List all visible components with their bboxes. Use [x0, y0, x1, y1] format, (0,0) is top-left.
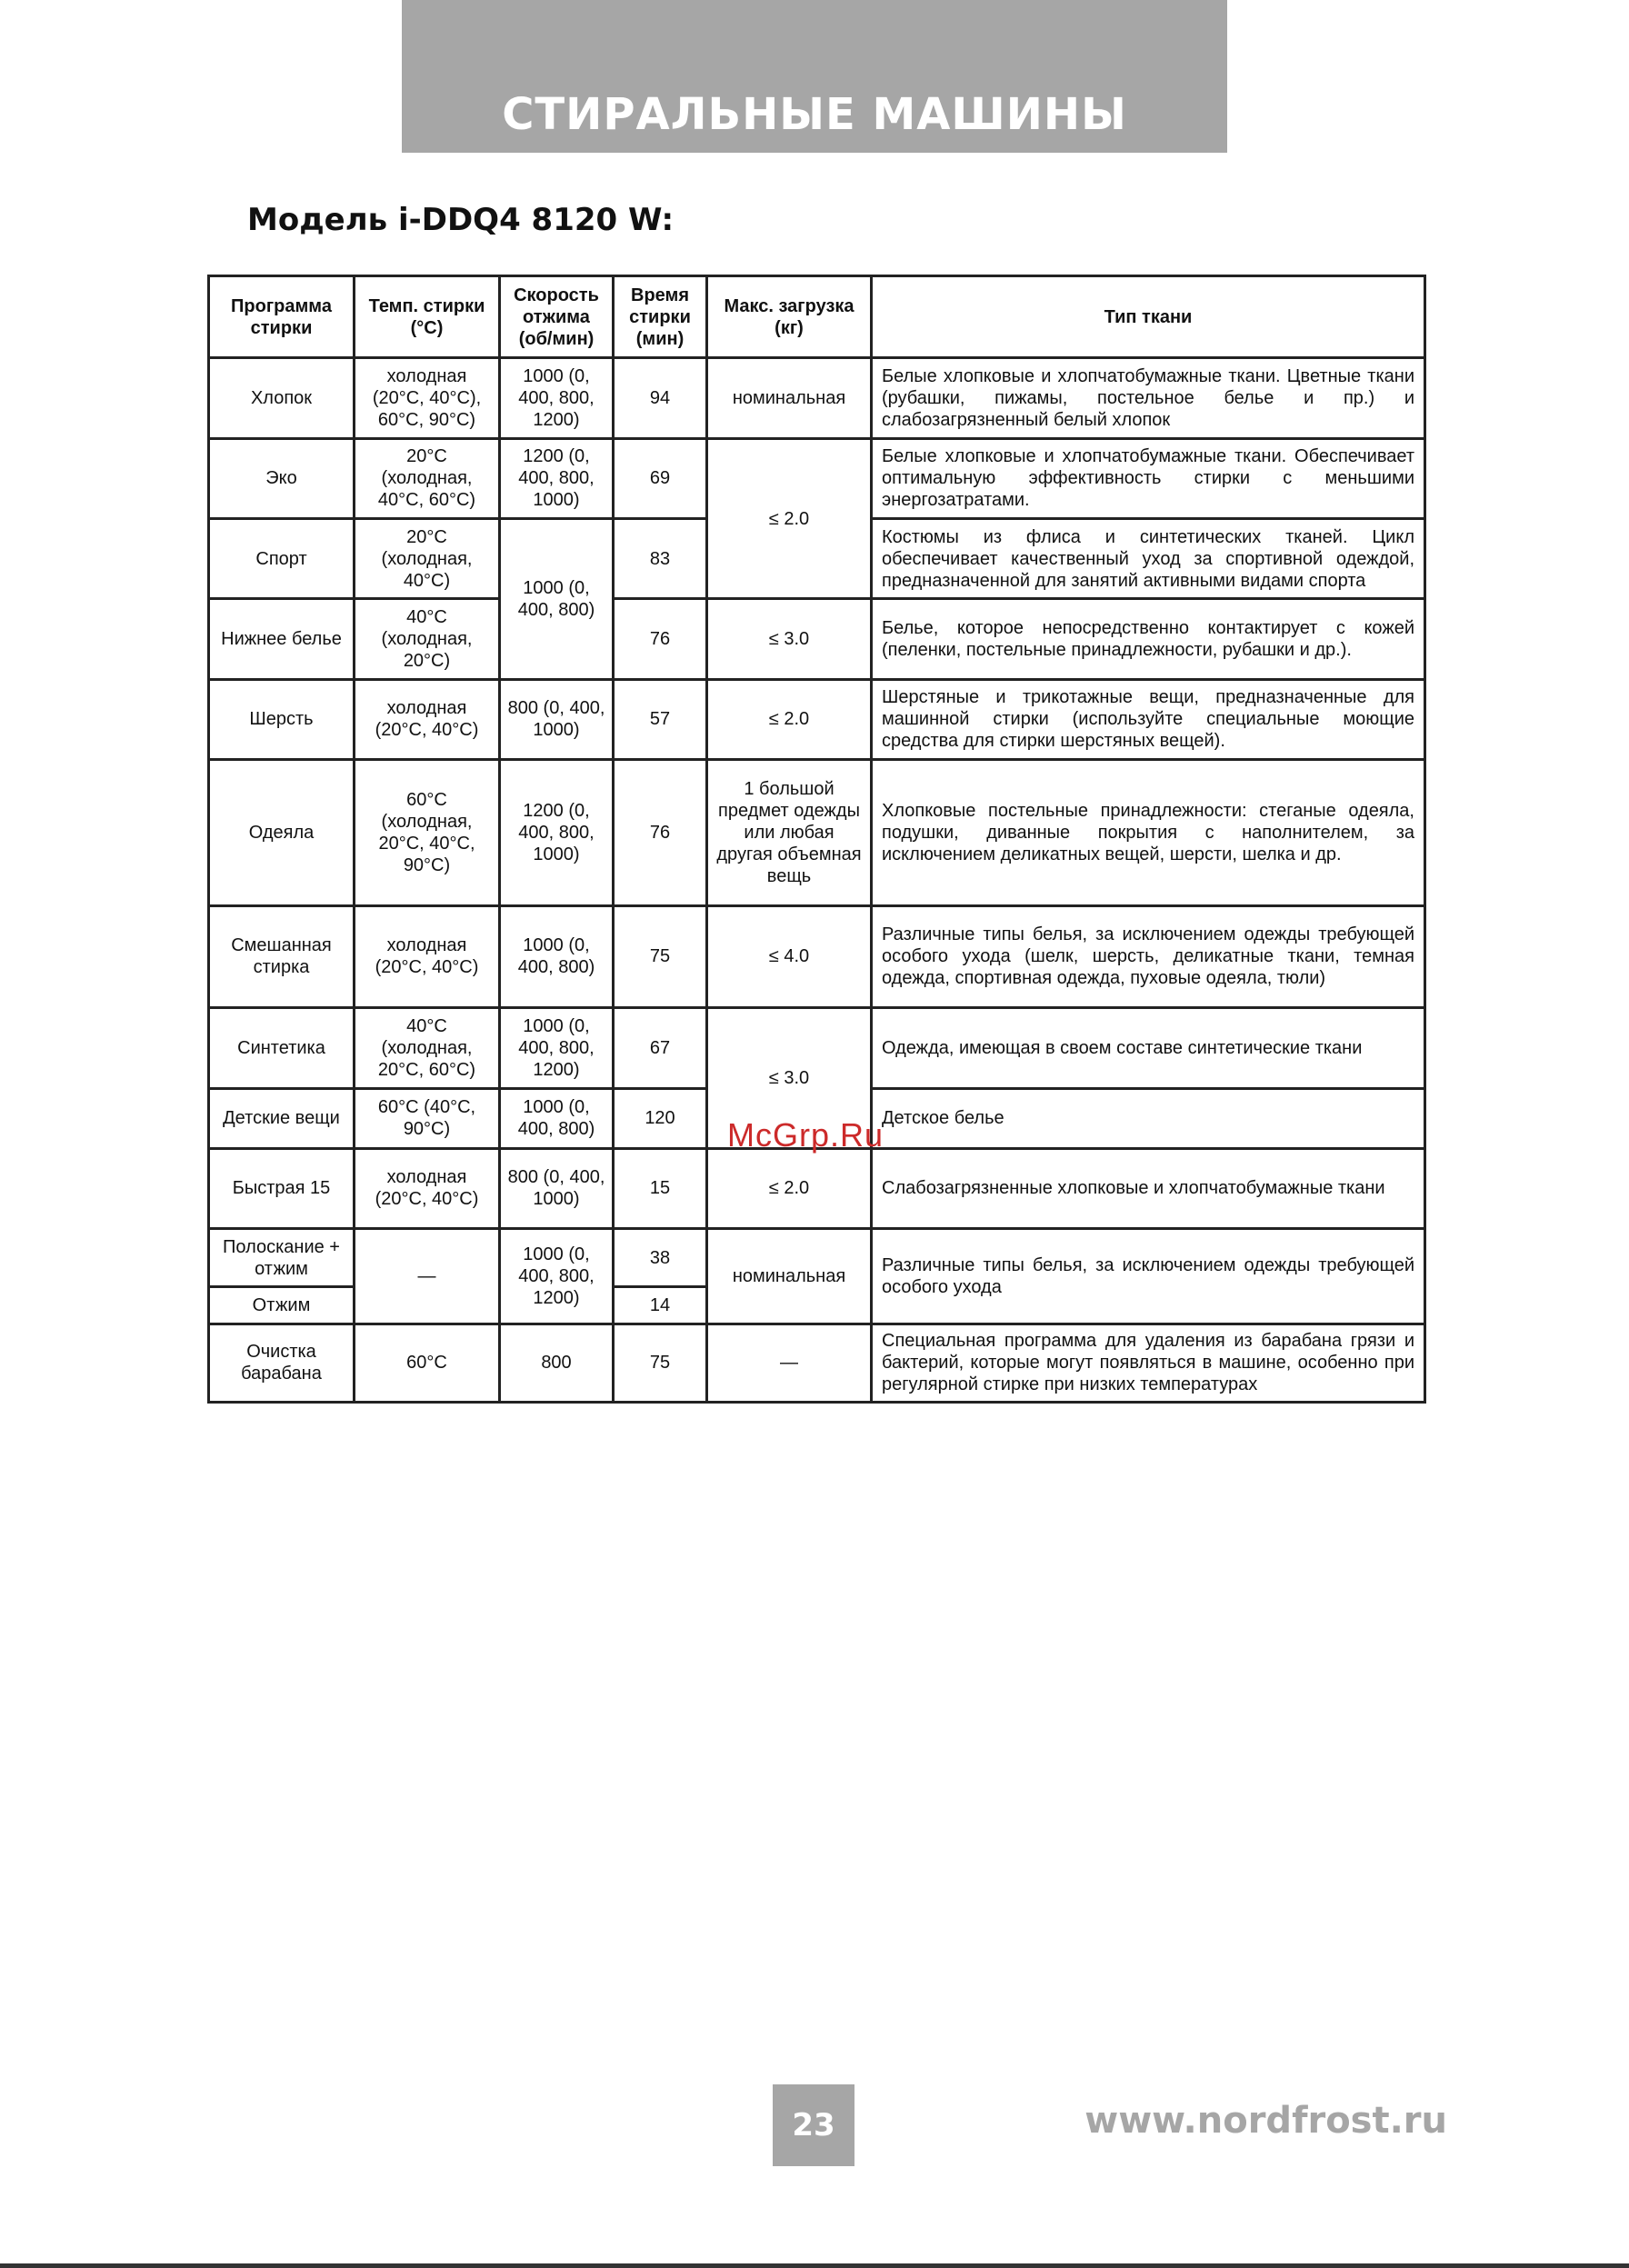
programs-table	[207, 275, 1426, 1404]
spin-cell: 1200 (0, 400, 800, 1000)	[500, 438, 614, 518]
program-cell: Синтетика	[209, 1008, 355, 1088]
table-row	[209, 1148, 1425, 1228]
header-program: Программа стирки	[209, 276, 355, 358]
table-row	[209, 760, 1425, 906]
table-row	[209, 679, 1425, 759]
spin-cell: 1000 (0, 400, 800, 1200)	[500, 358, 614, 438]
spin-cell: 1000 (0, 400, 800, 1200)	[500, 1229, 614, 1324]
max-load-cell: ≤ 2.0	[707, 438, 872, 599]
fabric-cell: Белые хлопковые и хлопчатобумажные ткани. Цветные ткани (рубашки, пижамы, постельное белье и пр.) и слабозагрязненный белый хлопок	[872, 358, 1425, 438]
spin-cell: 1000 (0, 400, 800)	[500, 905, 614, 1007]
max-load-cell: —	[707, 1324, 872, 1402]
max-load-cell: 1 большой предмет одежды или любая другая объемная вещь	[707, 760, 872, 906]
fabric-cell: Костюмы из флиса и синтетических тканей. Цикл обеспечивает качественный уход за спортивной одеждой, предназначенной для занятий активными видами спорта	[872, 519, 1425, 599]
table-row	[209, 1324, 1425, 1402]
website-url: www.nordfrost.ru	[1084, 2100, 1447, 2142]
time-cell: 75	[614, 905, 707, 1007]
spin-cell: 1000 (0, 400, 800)	[500, 1088, 614, 1148]
temperature-cell: холодная (20°C, 40°C)	[355, 679, 500, 759]
table-row	[209, 905, 1425, 1007]
header-max-load: Макс. загрузка (кг)	[707, 276, 872, 358]
program-cell: Нижнее белье	[209, 599, 355, 679]
model-title: Модель i-DDQ4 8120 W:	[247, 202, 675, 238]
time-cell: 67	[614, 1008, 707, 1088]
time-cell: 15	[614, 1148, 707, 1228]
max-load-cell: номинальная	[707, 358, 872, 438]
max-load-cell: номинальная	[707, 1229, 872, 1324]
temperature-cell: холодная (20°C, 40°C)	[355, 1148, 500, 1228]
temperature-cell: холодная (20°C, 40°C), 60°C, 90°C)	[355, 358, 500, 438]
program-cell: Спорт	[209, 519, 355, 599]
table-row	[209, 599, 1425, 679]
time-cell: 94	[614, 358, 707, 438]
spin-cell: 800 (0, 400, 1000)	[500, 679, 614, 759]
fabric-cell: Шерстяные и трикотажные вещи, предназначенные для машинной стирки (используйте специальные моющие средства для стирки шерстяных вещей).	[872, 679, 1425, 759]
bottom-divider	[0, 2263, 1629, 2268]
header-temperature: Темп. стирки (°C)	[355, 276, 500, 358]
time-cell: 75	[614, 1324, 707, 1402]
time-cell: 57	[614, 679, 707, 759]
fabric-cell: Различные типы белья, за исключением одежды требующей особого ухода	[872, 1229, 1425, 1324]
table-row	[209, 358, 1425, 438]
spin-cell: 800	[500, 1324, 614, 1402]
spin-cell: 1200 (0, 400, 800, 1000)	[500, 760, 614, 906]
program-cell: Одеяла	[209, 760, 355, 906]
fabric-cell: Слабозагрязненные хлопковые и хлопчатобумажные ткани	[872, 1148, 1425, 1228]
section-title: СТИРАЛЬНЫЕ МАШИНЫ	[502, 89, 1127, 140]
header-time: Время стирки (мин)	[614, 276, 707, 358]
table-row	[209, 1008, 1425, 1088]
spin-cell: 1000 (0, 400, 800)	[500, 519, 614, 680]
temperature-cell: —	[355, 1229, 500, 1324]
max-load-cell: ≤ 2.0	[707, 1148, 872, 1228]
table-header-row	[209, 276, 1425, 358]
fabric-cell: Детское белье	[872, 1088, 1425, 1148]
program-cell: Быстрая 15	[209, 1148, 355, 1228]
temperature-cell: 40°C (холодная, 20°C, 60°C)	[355, 1008, 500, 1088]
program-cell: Эко	[209, 438, 355, 518]
max-load-cell: ≤ 3.0	[707, 1008, 872, 1149]
table-row	[209, 438, 1425, 518]
max-load-cell: ≤ 3.0	[707, 599, 872, 679]
time-cell: 120	[614, 1088, 707, 1148]
max-load-cell: ≤ 4.0	[707, 905, 872, 1007]
header-fabric: Тип ткани	[872, 276, 1425, 358]
program-cell: Детские вещи	[209, 1088, 355, 1148]
program-cell: Шерсть	[209, 679, 355, 759]
temperature-cell: холодная (20°C, 40°C)	[355, 905, 500, 1007]
program-cell: Очистка барабана	[209, 1324, 355, 1402]
fabric-cell: Специальная программа для удаления из барабана грязи и бактерий, которые могут появляться в машине, особенно при регулярной стирке при низких температурах	[872, 1324, 1425, 1402]
temperature-cell: 20°C (холодная, 40°C, 60°C)	[355, 438, 500, 518]
temperature-cell: 20°C (холодная, 40°C)	[355, 519, 500, 599]
temperature-cell: 40°C (холодная, 20°C)	[355, 599, 500, 679]
time-cell: 76	[614, 599, 707, 679]
fabric-cell: Одежда, имеющая в своем составе синтетические ткани	[872, 1008, 1425, 1088]
fabric-cell: Хлопковые постельные принадлежности: стеганые одеяла, подушки, диванные покрытия с наполнителем, за исключением деликатных вещей, шерсти, шелка и др.	[872, 760, 1425, 906]
temperature-cell: 60°C	[355, 1324, 500, 1402]
fabric-cell: Белье, которое непосредственно контактирует с кожей (пеленки, постельные принадлежности, рубашки и др.).	[872, 599, 1425, 679]
fabric-cell: Белые хлопковые и хлопчатобумажные ткани. Обеспечивает оптимальную эффективность стирки с меньшими энергозатратами.	[872, 438, 1425, 518]
temperature-cell: 60°C (холодная, 20°C, 40°C, 90°C)	[355, 760, 500, 906]
max-load-cell: ≤ 2.0	[707, 679, 872, 759]
watermark: McGrp.Ru	[727, 1116, 884, 1154]
page-number: 23	[773, 2084, 854, 2166]
time-cell: 38	[614, 1229, 707, 1287]
table-row	[209, 1229, 1425, 1287]
temperature-cell: 60°C (40°C, 90°C)	[355, 1088, 500, 1148]
time-cell: 69	[614, 438, 707, 518]
header-spin: Скорость отжима (об/мин)	[500, 276, 614, 358]
program-cell: Отжим	[209, 1287, 355, 1324]
time-cell: 76	[614, 760, 707, 906]
time-cell: 83	[614, 519, 707, 599]
spin-cell: 1000 (0, 400, 800, 1200)	[500, 1008, 614, 1088]
time-cell: 14	[614, 1287, 707, 1324]
program-cell: Смешанная стирка	[209, 905, 355, 1007]
fabric-cell: Различные типы белья, за исключением одежды требующей особого ухода (шелк, шерсть, деликатные ткани, темная одежда, спортивная одежда, пуховые одеяла, тюли)	[872, 905, 1425, 1007]
program-cell: Полоскание + отжим	[209, 1229, 355, 1287]
spin-cell: 800 (0, 400, 1000)	[500, 1148, 614, 1228]
header-band	[402, 0, 1227, 153]
program-cell: Хлопок	[209, 358, 355, 438]
